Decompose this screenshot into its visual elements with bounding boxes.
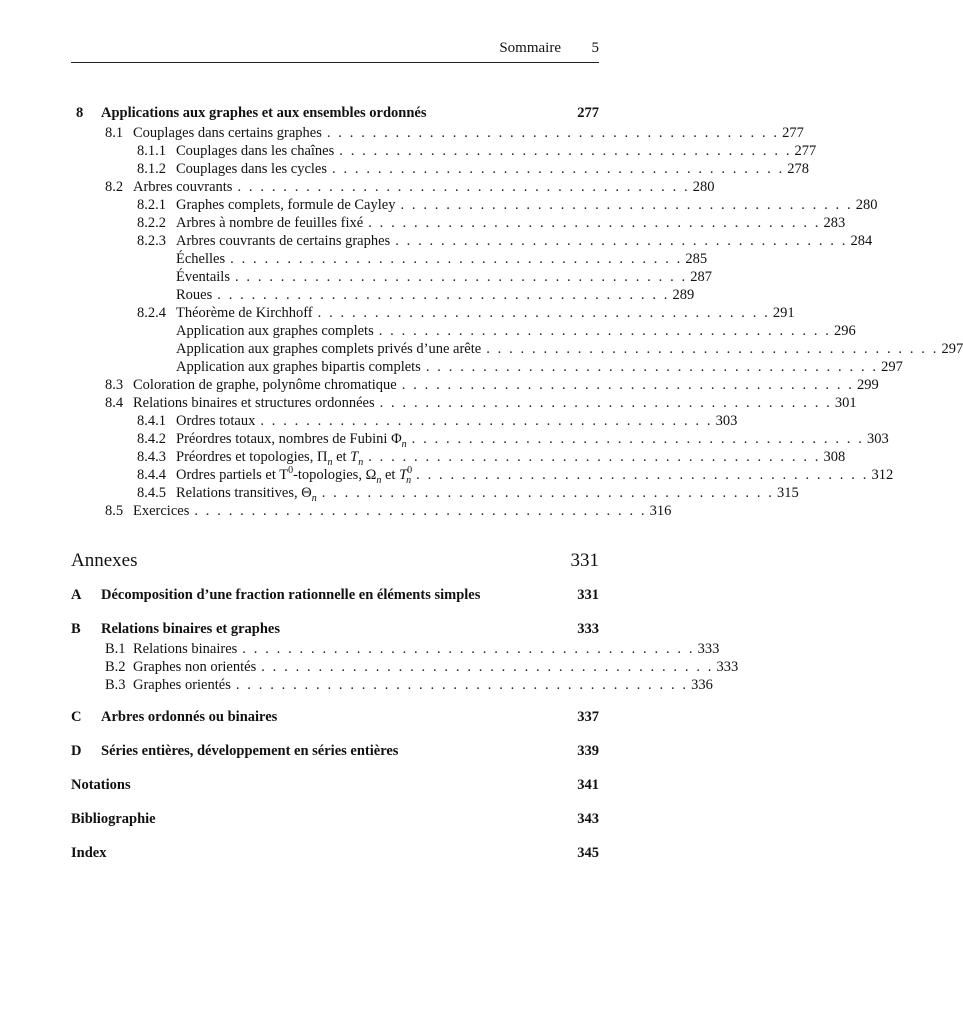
symbol: Θ [301,485,312,501]
entry-page: 284 [850,233,873,249]
toc-entry-8-2-2[interactable] [71,214,846,232]
chapter-page: 277 [577,105,599,121]
toc-entry-8-4-5[interactable] [71,484,799,504]
toc-index[interactable] [71,842,599,864]
entry-page: 296 [834,323,856,339]
entry-number: 8.2.4 [137,305,166,321]
entry-title: Coloration de graphe, polynôme chromatique [133,377,397,393]
entry-page: 312 [871,467,894,483]
conjunction: et [336,449,347,465]
dot-leader: . . . . . . . . . . . . . . . . . . . . . . . . . . . . . . . . . . . . . . . . [261,659,714,675]
entry-number: B.2 [105,659,126,675]
running-header [71,0,599,63]
entry-number: 8.2 [105,179,124,195]
entry-title: Arbres couvrants de certains graphes [176,233,391,249]
subscript: n [358,456,364,468]
entry-title: Ordres totaux [176,413,256,429]
entry-page: 280 [692,179,715,195]
dot-leader: . . . . . . . . . . . . . . . . . . . . . . . . . . . . . . . . . . . . . . . . [411,431,864,447]
entry-page: 280 [855,197,878,213]
subscript: n [327,456,333,468]
toc-entry-application-2[interactable] [71,340,963,358]
toc-entry-8-4-1[interactable] [71,412,738,430]
entry-title [176,484,317,502]
entry-number: 8.2.3 [137,233,166,249]
toc-appendix-a[interactable] [71,584,599,606]
toc-entry-8-2[interactable] [71,178,715,196]
dot-leader: . . . . . . . . . . . . . . . . . . . . . . . . . . . . . . . . . . . . . . . . [379,395,832,411]
symbol: T [350,449,359,465]
entry-page: 308 [823,449,846,465]
entry-number: B.1 [105,641,126,657]
entry-number: 8.4.5 [137,485,166,501]
toc-entry-8-4-2[interactable] [71,430,889,450]
dot-leader: . . . . . . . . . . . . . . . . . . . . . . . . . . . . . . . . . . . . . . . . [339,143,792,159]
dot-leader: . . . . . . . . . . . . . . . . . . . . . . . . . . . . . . . . . . . . . . . . [486,341,939,357]
toc-entry-8-4[interactable] [71,394,857,412]
entry-page: 315 [777,485,799,501]
entry-number: 8.4.2 [137,431,166,447]
entry-page: 316 [649,503,672,519]
entry-title-text: Ordres partiels et T [176,467,289,483]
dot-leader: . . . . . . . . . . . . . . . . . . . . . . . . . . . . . . . . . . . . . . . . [400,197,853,213]
section-page: 341 [577,777,599,793]
entry-page: 333 [697,641,720,657]
appendix-letter: A [71,587,82,603]
dot-leader: . . . . . . . . . . . . . . . . . . . . . . . . . . . . . . . . . . . . . . . . [332,161,785,177]
entry-number: 8.2.2 [137,215,166,231]
entry-page: 333 [716,659,739,675]
section-page: 343 [577,811,599,827]
section-page: 345 [577,845,599,861]
chapter-number: 8 [76,105,84,121]
entry-title: Théorème de Kirchhoff [176,305,313,321]
appendix-title: Arbres ordonnés ou binaires [101,709,278,725]
toc-appendix-d[interactable] [71,740,599,762]
dot-leader: . . . . . . . . . . . . . . . . . . . . . . . . . . . . . . . . . . . . . . . . [242,641,695,657]
conjunction: et [384,467,396,483]
entry-title: Roues [176,287,213,303]
toc-entry-b-2[interactable] [71,658,739,676]
symbol: Φ [391,431,402,447]
toc-entry-echelles[interactable] [71,250,708,268]
entry-page: 303 [715,413,738,429]
section-title: Bibliographie [71,811,156,827]
entry-number: 8.3 [105,377,124,393]
dot-leader: . . . . . . . . . . . . . . . . . . . . . . . . . . . . . . . . . . . . . . . . [237,179,690,195]
entry-number: 8.5 [105,503,124,519]
appendix-title: Séries entières, développement en séries entières [101,743,399,759]
entry-page: 285 [685,251,708,267]
dot-leader: . . . . . . . . . . . . . . . . . . . . . . . . . . . . . . . . . . . . . . . . [235,677,689,693]
entry-title: Relations binaires et structures ordonnées [133,395,375,411]
symbol: T [399,467,408,483]
entry-number: 8.1.2 [137,161,166,177]
toc-appendix-c[interactable] [71,706,599,728]
entry-page: 277 [782,125,804,141]
entry-page: 277 [794,143,817,159]
dot-leader: . . . . . . . . . . . . . . . . . . . . . . . . . . . . . . . . . . . . . . . . [234,269,688,285]
toc-entry-8-3[interactable] [71,376,879,394]
entry-title-text: Relations transitives, [176,485,298,501]
entry-title: Couplages dans certains graphes [133,125,322,141]
entry-number: 8.2.1 [137,197,166,213]
dot-leader: . . . . . . . . . . . . . . . . . . . . . . . . . . . . . . . . . . . . . . . . [230,251,683,267]
entry-page: 289 [672,287,695,303]
entry-title: Arbres couvrants [133,179,233,195]
entry-page: 336 [691,677,713,693]
appendix-letter: C [71,709,82,725]
subscript: n [376,474,382,486]
appendix-letter: D [71,743,82,759]
entry-number: 8.4.4 [137,467,166,483]
appendix-page: 339 [577,743,599,759]
entry-title: Arbres à nombre de feuilles fixé [176,215,364,231]
appendix-title: Décomposition d’une fraction rationnelle en éléments simples [101,587,481,603]
entry-number: B.3 [105,677,126,693]
symbol: Ω [365,467,377,483]
dot-leader: . . . . . . . . . . . . . . . . . . . . . . . . . . . . . . . . . . . . . . . . [425,359,879,375]
table-of-contents [71,102,963,864]
toc-entry-b-3[interactable] [71,676,713,694]
entry-title: Couplages dans les chaînes [176,143,335,159]
entry-title-text-2: -topologies, [293,467,362,483]
entry-page: 299 [857,377,879,393]
toc-entry-application-1[interactable] [71,322,856,340]
toc-entry-8-4-3[interactable] [71,448,846,468]
superscript: 0 [288,465,294,477]
entry-title: Exercices [133,503,190,519]
toc-entry-eventails[interactable] [71,268,712,286]
entry-page: 287 [690,269,712,285]
entry-title [176,448,363,466]
toc-appendix-b[interactable] [71,618,599,640]
appendix-title: Relations binaires et graphes [101,621,280,637]
entry-page: 303 [866,431,889,447]
header-page-number: 5 [591,40,599,56]
appendix-page: 337 [577,709,599,725]
entry-title: Échelles [176,251,226,267]
dot-leader: . . . . . . . . . . . . . . . . . . . . . . . . . . . . . . . . . . . . . . . . [326,125,780,141]
entry-title: Graphes complets, formule de Cayley [176,197,396,213]
entry-title: Relations binaires [133,641,238,657]
toc-part-annexes[interactable] [71,546,599,576]
toc-entry-b-1[interactable] [71,640,720,658]
entry-number: 8.4.1 [137,413,166,429]
appendix-page: 333 [577,621,599,637]
toc-entry-8-1-1[interactable] [71,142,817,160]
dot-leader: . . . . . . . . . . . . . . . . . . . . . . . . . . . . . . . . . . . . . . . . [368,449,821,465]
toc-entry-8-1-2[interactable] [71,160,810,178]
dot-leader: . . . . . . . . . . . . . . . . . . . . . . . . . . . . . . . . . . . . . . . . [416,467,869,483]
dot-leader: . . . . . . . . . . . . . . . . . . . . . . . . . . . . . . . . . . . . . . . . [368,215,821,231]
entry-page: 301 [834,395,857,411]
toc-entry-roues[interactable] [71,286,695,304]
chapter-title: Applications aux graphes et aux ensembles ordonnés [101,105,427,121]
dot-leader: . . . . . . . . . . . . . . . . . . . . . . . . . . . . . . . . . . . . . . . . [260,413,713,429]
entry-page: 278 [787,161,810,177]
entry-title [176,466,411,484]
part-title: Annexes [71,550,138,571]
entry-number: 8.1 [105,125,124,141]
appendix-page: 331 [577,587,599,603]
toc-entry-8-2-4[interactable] [71,304,795,322]
entry-page: 283 [823,215,846,231]
subscript: n [401,438,407,450]
dot-leader: . . . . . . . . . . . . . . . . . . . . . . . . . . . . . . . . . . . . . . . . [317,305,770,321]
toc-entry-8-2-1[interactable] [71,196,878,214]
entry-title [176,430,407,448]
entry-number: 8.1.1 [137,143,166,159]
header-title: Sommaire [499,40,561,56]
subscript: n [311,492,317,504]
symbol: Π [316,449,328,465]
entry-title: Graphes orientés [133,677,231,693]
dot-leader: . . . . . . . . . . . . . . . . . . . . . . . . . . . . . . . . . . . . . . . . [321,485,775,501]
toc-notations[interactable] [71,774,599,796]
appendix-letter: B [71,621,81,637]
section-title: Index [71,845,107,861]
dot-leader: . . . . . . . . . . . . . . . . . . . . . . . . . . . . . . . . . . . . . . . . [401,377,855,393]
entry-title: Graphes non orientés [133,659,257,675]
toc-bibliographie[interactable] [71,808,599,830]
toc-entry-8-4-4[interactable] [71,465,894,486]
entry-page: 297 [941,341,963,357]
superscript: 0 [407,465,413,477]
toc-entry-application-3[interactable] [71,358,903,376]
entry-title-text: Préordres et topologies, [176,449,314,465]
entry-page: 291 [772,305,795,321]
entry-title: Application aux graphes complets [176,323,374,339]
dot-leader: . . . . . . . . . . . . . . . . . . . . . . . . . . . . . . . . . . . . . . . . [194,503,647,519]
toc-entry-8-5[interactable] [71,502,672,520]
toc-chapter-8[interactable] [71,102,599,124]
dot-leader: . . . . . . . . . . . . . . . . . . . . . . . . . . . . . . . . . . . . . . . . [395,233,848,249]
subscript: n [406,474,412,486]
toc-entry-8-2-3[interactable] [71,232,873,250]
dot-leader: . . . . . . . . . . . . . . . . . . . . . . . . . . . . . . . . . . . . . . . . [378,323,831,339]
entry-title: Application aux graphes complets privés d’une arête [176,341,482,357]
entry-page: 297 [881,359,903,375]
dot-leader: . . . . . . . . . . . . . . . . . . . . . . . . . . . . . . . . . . . . . . . . [217,287,670,303]
entry-title-text: Préordres totaux, nombres de Fubini [176,431,388,447]
entry-number: 8.4 [105,395,124,411]
entry-title: Couplages dans les cycles [176,161,328,177]
entry-title: Application aux graphes bipartis complets [176,359,421,375]
section-title: Notations [71,777,131,793]
entry-title: Éventails [176,269,230,285]
toc-entry-8-1[interactable] [71,124,804,142]
part-page: 331 [570,550,599,571]
entry-number: 8.4.3 [137,449,166,465]
